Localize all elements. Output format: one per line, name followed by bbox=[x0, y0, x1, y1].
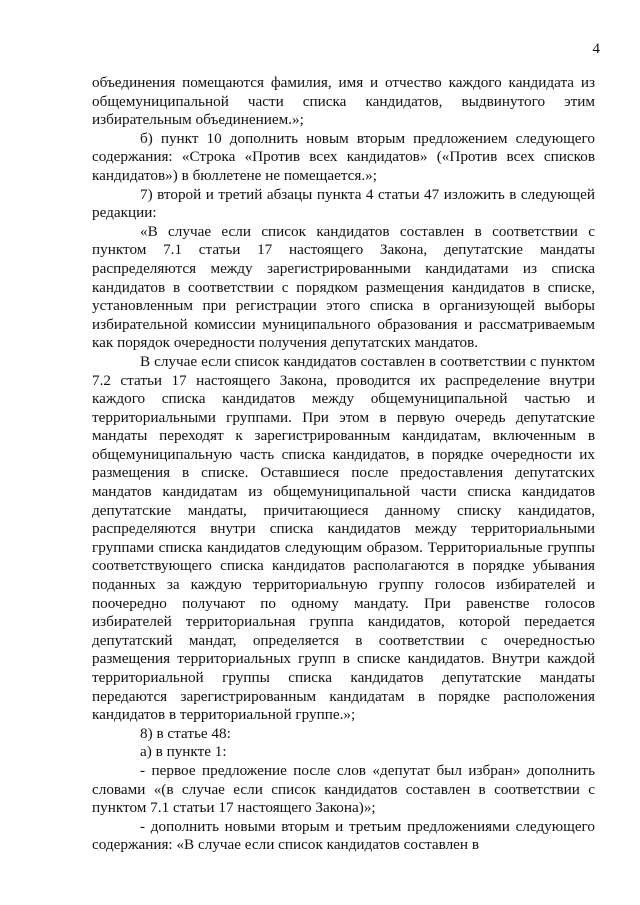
paragraph: - дополнить новыми вторым и третьим предложениями следующего содержания: «В случае если список кандидатов составлен в bbox=[92, 817, 595, 854]
paragraph: В случае если список кандидатов составлен в соответствии с пунктом 7.2 статьи 17 настоящего Закона, проводится их распределение внутри каждого списка кандидатов между общемуниципальной частью и территориальными группами. При этом в первую очередь депутатские мандаты переходят к зарегистрированным кандидатам, включенным в общемуниципальную часть списка кандидатов, в порядке очередности их размещения в списке. Оставшиеся после предоставления депутатских мандатов кандидатам из общемуниципальной части списка кандидатов депутатские мандаты, причитающиеся данному списку кандидатов, распределяются внутри списка кандидатов между территориальными группами списка кандидатов следующим образом. Территориальные группы соответствующего списка кандидатов располагаются в порядке убывания поданных за каждую территориальную группу голосов избирателей и поочередно получают по одному мандату. При равенстве голосов избирателей территориальная группа кандидатов, которой передается депутатский мандат, определяется в соответствии с очередностью размещения территориальных групп в списке кандидатов. Внутри каждой территориальной группы списка кандидатов депутатские мандаты передаются зарегистрированным кандидатам в порядке расположения кандидатов в территориальной группе.»; bbox=[92, 352, 595, 724]
paragraph: б) пункт 10 дополнить новым вторым предложением следующего содержания: «Строка «Против всех кандидатов» («Против всех списков кандидатов») в бюллетене не помещается.»; bbox=[92, 129, 595, 184]
page-number: 4 bbox=[592, 41, 600, 57]
paragraph: а) в пункте 1: bbox=[140, 743, 227, 761]
paragraph: 8) в статье 48: bbox=[140, 724, 231, 742]
document-body bbox=[92, 74, 595, 855]
paragraph: объединения помещаются фамилия, имя и отчество каждого кандидата из общемуниципальной части списка кандидатов, выдвинутого этим избирательным объединением.»; bbox=[92, 74, 595, 129]
paragraph: «В случае если список кандидатов составлен в соответствии с пунктом 7.1 статьи 17 настоящего Закона, депутатские мандаты распределяются между зарегистрированными кандидатами из списка кандидатов в соответствии с порядком размещения кандидатов в списке, установленным при регистрации этого списка в организующей выборы избирательной комиссии муниципального образования и рассматриваемым как порядок очередности получения депутатских мандатов. bbox=[92, 222, 595, 352]
paragraph: 7) второй и третий абзацы пункта 4 статьи 47 изложить в следующей редакции: bbox=[92, 185, 595, 222]
paragraph: - первое предложение после слов «депутат был избран» дополнить словами «(в случае если список кандидатов составлен в соответствии с пунктом 7.1 статьи 17 настоящего Закона)»; bbox=[92, 761, 595, 817]
